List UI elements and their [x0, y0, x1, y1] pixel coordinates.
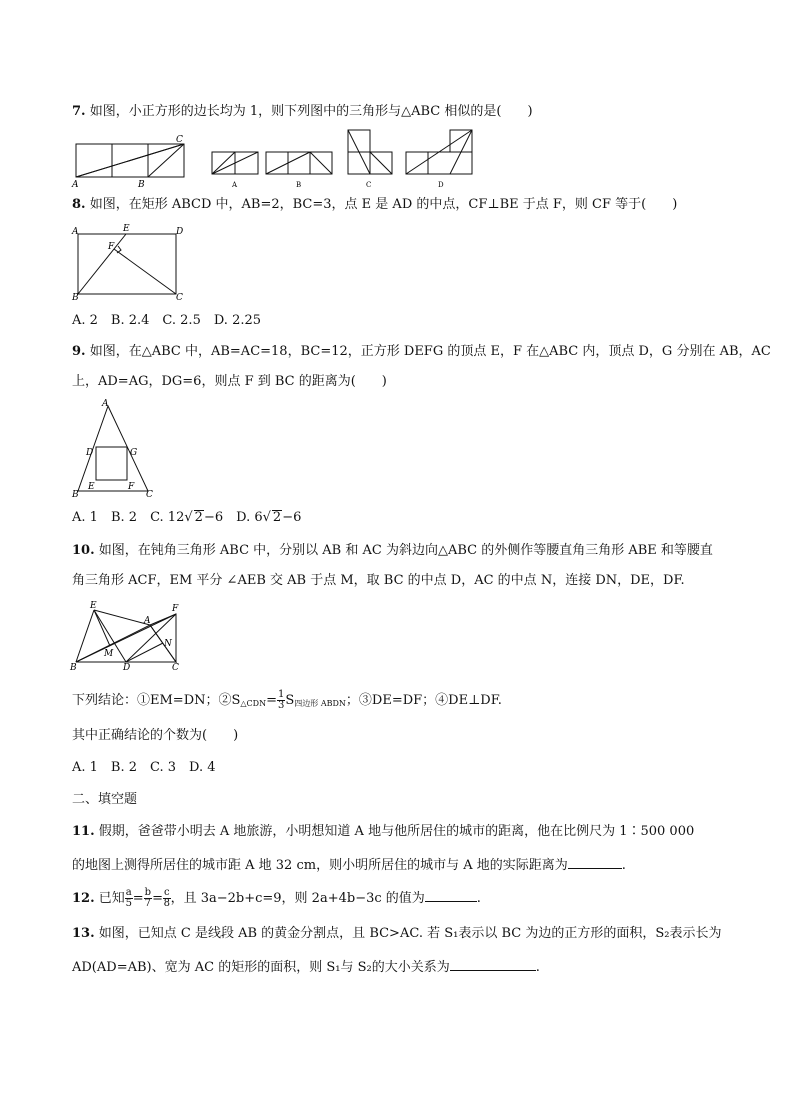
fraction-denominator: 5	[125, 898, 132, 909]
option-b: B. 2	[110, 510, 138, 525]
point-label-g: G	[130, 448, 138, 458]
question-10-line1	[72, 543, 713, 559]
option-a: A. 1	[72, 510, 98, 525]
fraction-numerator: b	[144, 887, 152, 898]
fraction-b-7	[144, 888, 152, 909]
question-text: 如图，在矩形 ABCD 中，AB=2，BC=3，点 E 是 AD 的中点，CF⊥BE 于点 F，则 CF 等于( )	[89, 197, 678, 212]
point-label-d: D	[176, 227, 184, 237]
point-label-b: B	[138, 180, 145, 190]
period: .	[621, 858, 626, 873]
question-12	[72, 884, 481, 914]
fraction-numerator: c	[163, 887, 170, 898]
period: .	[476, 891, 481, 906]
figure-q9-triangle	[68, 398, 158, 504]
question-11-line2	[72, 856, 626, 874]
point-label-e: E	[123, 224, 130, 234]
option-label-c: C	[366, 181, 372, 189]
area-symbol: S	[285, 693, 295, 708]
point-label-c: C	[146, 490, 153, 500]
point-label-b: B	[70, 663, 77, 672]
fraction-c-8	[163, 888, 171, 909]
question-number: 9.	[72, 344, 86, 359]
conclusions-tail: ；③DE=DF；④DE⊥DF.	[345, 693, 502, 708]
point-label-m: M	[104, 649, 114, 659]
section-heading: 二、填空题	[72, 792, 138, 807]
figure-q10-triangle	[68, 598, 188, 676]
option-label-a: A	[232, 181, 238, 189]
question-number: 11.	[72, 824, 95, 839]
question-10-conclusions	[72, 690, 502, 712]
question-13-line2	[72, 958, 540, 976]
fraction-denominator: 7	[144, 898, 152, 909]
equals-sign: =	[266, 693, 277, 708]
fraction-numerator: a	[125, 887, 132, 898]
question-10-line2: 角三角形 ACF，EM 平分 ∠AEB 交 AB 于点 M，取 BC 的中点 D，AC 的中点 N，连接 DN，DE，DF.	[72, 573, 685, 588]
question-13-line1	[72, 926, 721, 942]
answer-blank[interactable]	[568, 856, 622, 869]
figure-q8-rectangle	[70, 222, 190, 306]
option-d-radicand: 2	[272, 510, 282, 525]
question-number: 8.	[72, 197, 86, 212]
point-label-a: A	[72, 227, 79, 237]
point-label-c: C	[172, 663, 179, 672]
question-7	[72, 104, 533, 120]
option-c-radicand: 2	[194, 510, 203, 525]
question-text: 的地图上测得所居住的城市距 A 地 32 cm，则小明所居住的城市与 A 地的实际距离为	[72, 858, 568, 873]
question-number: 10.	[72, 543, 95, 558]
conclusions-text: 下列结论：①EM=DN；②S	[72, 693, 241, 708]
question-text: 如图，在钝角三角形 ABC 中，分别以 AB 和 AC 为斜边向△ABC 的外侧作等腰直角三角形 ABE 和等腰直	[98, 543, 713, 558]
question-8-options: A. 2 B. 2.4 C. 2.5 D. 2.25	[72, 313, 262, 328]
point-label-f: F	[172, 604, 179, 614]
point-label-d: D	[123, 663, 131, 672]
point-label-f: F	[108, 242, 115, 252]
question-8	[72, 197, 677, 213]
fraction-numerator: 1	[278, 689, 285, 700]
option-c-tail: −6	[203, 510, 224, 525]
equals-sign: =	[132, 891, 144, 906]
question-number: 7.	[72, 104, 86, 119]
question-number: 12.	[72, 891, 95, 906]
figure-q7-main	[68, 132, 188, 194]
question-9-line2: 上，AD=AG，DG=6，则点 F 到 BC 的距离为( )	[72, 374, 387, 389]
figure-q7-options	[208, 128, 478, 194]
point-label-e: E	[90, 601, 97, 611]
question-text: AD(AD=AB)、宽为 AC 的矩形的面积，则 S₁与 S₂的大小关系为	[72, 960, 450, 975]
question-10-ask: 其中正确结论的个数为( )	[72, 728, 239, 743]
subscript-abdn: 四边形 ABDN	[294, 699, 346, 708]
point-label-b: B	[72, 293, 79, 302]
point-label-n: N	[164, 639, 172, 649]
point-label-c: C	[176, 135, 183, 145]
fraction-denominator: 3	[278, 700, 285, 711]
question-9-line1	[72, 344, 771, 360]
point-label-e: E	[88, 482, 95, 492]
answer-blank[interactable]	[425, 889, 477, 902]
question-text: 如图，已知点 C 是线段 AB 的黄金分割点，且 BC>AC. 若 S₁表示以 BC 为边的正方形的面积，S₂表示长为	[98, 926, 722, 941]
question-number: 13.	[72, 926, 95, 941]
question-text-tail: ，且 3a−2b+c=9，则 2a+4b−3c 的值为	[170, 891, 425, 906]
point-label-a: A	[72, 180, 79, 190]
point-label-a: A	[144, 616, 151, 626]
question-text: 如图，在△ABC 中，AB=AC=18，BC=12，正方形 DEFG 的顶点 E，F 在△ABC 内，顶点 D，G 分别在 AB，AC	[89, 344, 771, 359]
fraction-a-5	[125, 888, 133, 909]
point-label-d: D	[86, 448, 94, 458]
point-label-f: F	[128, 482, 135, 492]
question-text: 如图，小正方形的边长均为 1，则下列图中的三角形与△ABC 相似的是( )	[89, 104, 533, 119]
option-d: D. 6	[236, 510, 263, 525]
answer-blank[interactable]	[450, 958, 536, 971]
question-10-options: A. 1 B. 2 C. 3 D. 4	[72, 760, 216, 775]
option-label-b: B	[296, 181, 302, 189]
period: .	[535, 960, 540, 975]
point-label-a: A	[102, 399, 109, 409]
question-text: 假期，爸爸带小明去 A 地旅游，小明想知道 A 地与他所居住的城市的距离，他在比例尺为 1∶500 000	[98, 824, 695, 839]
option-label-d: D	[438, 181, 444, 189]
subscript-cdn: △CDN	[240, 699, 267, 708]
point-label-c: C	[176, 293, 183, 302]
equals-sign: =	[152, 891, 163, 906]
question-11-line1	[72, 824, 694, 840]
question-9-options: A. 1 B. 2 C. 12√ 2−6 D. 6√ 2−6	[72, 510, 302, 525]
question-text: 已知	[98, 891, 125, 906]
point-label-b: B	[72, 490, 79, 500]
fraction-denominator: 8	[163, 898, 170, 909]
option-d-tail: −6	[282, 510, 302, 525]
option-c: C. 12	[150, 510, 185, 525]
